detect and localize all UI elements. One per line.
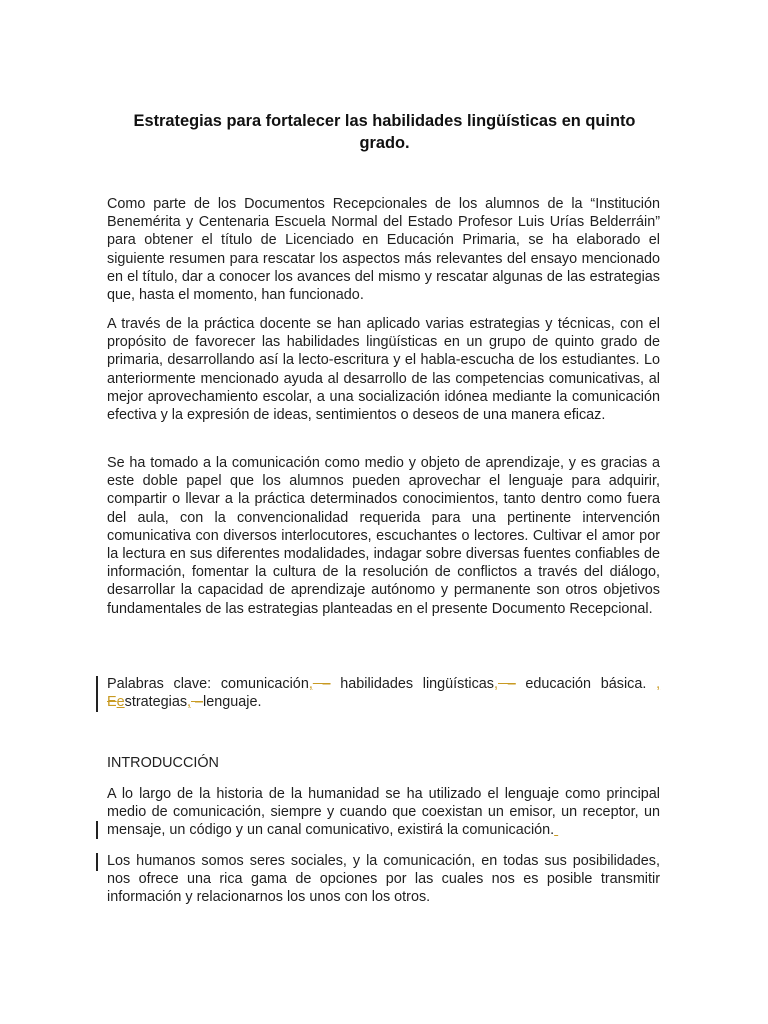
deleted-text: –	[191, 694, 204, 711]
inserted-text: ,	[308, 676, 313, 692]
keywords-paragraph	[107, 675, 660, 711]
deleted-text: –	[497, 676, 516, 692]
change-bar	[96, 676, 98, 712]
inserted-text: e	[116, 694, 125, 711]
intro-paragraph-1	[107, 785, 660, 840]
section-heading: INTRODUCCIÓN	[107, 755, 219, 771]
keyword: strategias	[124, 694, 188, 711]
deleted-text: –	[312, 676, 331, 692]
keyword: educación básica.	[525, 676, 647, 692]
keyword: comunicación	[220, 676, 309, 692]
document-title: Estrategias para fortalecer las habilidades lingüísticas en quinto grado.	[133, 112, 636, 152]
inserted-text: ,	[656, 676, 661, 692]
change-bar	[96, 853, 98, 871]
intro-paragraph-1-text: A lo largo de la historia de la humanidad se ha utilizado el lenguaje como principal medio de comunicación, siempre y cuando que coexistan un emisor, un receptor, un mensaje, un código y un canal comunicativo, existirá la comunicación.	[107, 786, 660, 839]
inserted-text: ,	[493, 676, 498, 692]
change-bar	[96, 821, 98, 839]
deleted-text: E	[107, 694, 117, 711]
inserted-space	[554, 822, 558, 838]
abstract-paragraph-2: A través de la práctica docente se han aplicado varias estrategias y técnicas, con el propósito de favorecer las habilidades lingüísticas en un grupo de quinto grado de primaria, desarrollando así la lecto-escritura y el habla-escucha de los estudiantes. Lo anteriormente mencionado ayuda al desarrollo de las competencias comunicativas, al mejor aprovechamiento escolar, a una socialización idónea mediante la comunicación efectiva y la expresión de ideas, sentimientos o deseos de una manera eficaz.	[107, 316, 660, 424]
keyword: habilidades lingüísticas	[340, 676, 494, 692]
inserted-text: ,	[187, 694, 192, 711]
abstract-paragraph-1: Como parte de los Documentos Recepcionales de los alumnos de la “Institución Benemérita y Centenaria Escuela Normal del Estado Profesor Luis Urías Belderráin” para obtener el título de Licenciado en Educación Primaria, se ha elaborado el siguiente resumen para rescatar los aspectos más relevantes del ensayo mencionado en el título, dar a conocer los avances del mismo y rescatar algunas de las estrategias que, hasta el momento, han funcionado.	[107, 196, 660, 304]
keyword: lenguaje.	[203, 694, 262, 711]
keywords-label: Palabras clave:	[107, 676, 212, 692]
abstract-paragraph-3: Se ha tomado a la comunicación como medio y objeto de aprendizaje, y es gracias a este doble papel que los alumnos pueden aprovechar el lenguaje para adquirir, compartir o llevar a la práctica determinados conocimientos, tanto dentro como fuera del aula, con la convencionalidad requerida para una pertinente intervención comunicativa con diversos interlocutores, escuchantes o lectores. Cultivar el amor por la lectura en sus diferentes modalidades, indagar sobre diversas fuentes confiables de información, fomentar la cultura de la resolución de conflictos a través del diálogo, desarrollar la capacidad de aprendizaje autónomo y permanente son otros objetivos fundamentales de las estrategias planteadas en el presente Documento Recepcional.	[107, 455, 660, 617]
intro-paragraph-2: Los humanos somos seres sociales, y la comunicación, en todas sus posibilidades, nos ofrece una rica gama de opciones por las cuales nos es posible transmitir información y relacionarnos los unos con los otros.	[107, 853, 660, 906]
